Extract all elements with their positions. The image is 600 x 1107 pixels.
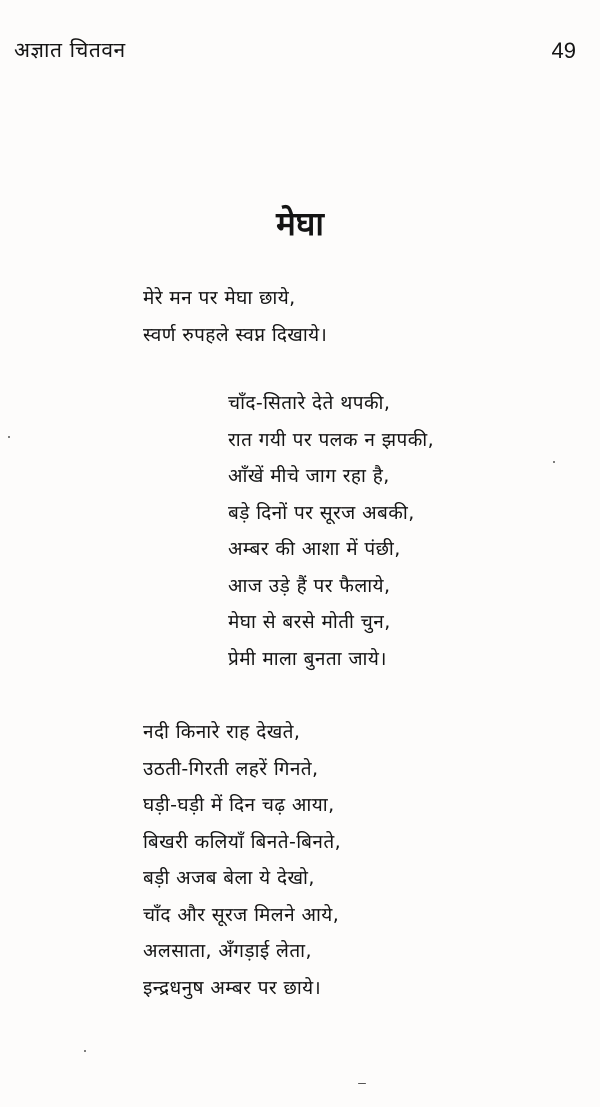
poem-line: मेरे मन पर मेघा छाये,: [143, 287, 296, 309]
scan-speck: [84, 1050, 86, 1052]
poem-line: चाँद-सितारे देते थपकी,: [228, 392, 391, 414]
poem-line: उठती-गिरती लहरें गिनते,: [143, 757, 319, 780]
poem-line: चाँद और सूरज मिलने आये,: [143, 903, 340, 926]
poem-line: प्रेमी माला बुनता जाये।: [228, 647, 387, 670]
poem-line: अम्बर की आशा में पंछी,: [228, 538, 401, 560]
poem-line: बिखरी कलियाँ बिनते-बिनते,: [143, 830, 342, 853]
stanza-1: [143, 280, 327, 353]
poem-line: स्वर्ण रुपहले स्वप्न दिखाये।: [143, 323, 328, 346]
poem-line: रात गयी पर पलक न झपकी,: [228, 428, 435, 451]
poem-title: मेघा: [276, 204, 324, 243]
poem-line: आज उड़े हैं पर फैलाये,: [228, 574, 391, 597]
scan-speck: [8, 436, 10, 438]
poem-line: नदी किनारे राह देखते,: [143, 721, 301, 743]
poem-line: अलसाता, अँगड़ाई लेता,: [143, 940, 312, 962]
poem-line: घड़ी-घड़ी में दिन चढ़ आया,: [143, 794, 335, 816]
poem-line: बड़े दिनों पर सूरज अबकी,: [228, 501, 415, 524]
poem-line: आँखें मीचे जाग रहा है,: [228, 465, 390, 487]
scan-speck: [358, 1083, 366, 1084]
stanza-2: [228, 385, 434, 677]
scan-speck: [553, 461, 555, 463]
running-title: अज्ञात चितवन: [14, 38, 126, 62]
poem-line: बड़ी अजब बेला ये देखो,: [143, 867, 315, 889]
poem-line: मेघा से बरसे मोती चुन,: [228, 611, 391, 633]
stanza-3: [143, 714, 341, 1006]
poem-line: इन्द्रधनुष अम्बर पर छाये।: [143, 976, 322, 999]
page-number: 49: [551, 38, 576, 63]
